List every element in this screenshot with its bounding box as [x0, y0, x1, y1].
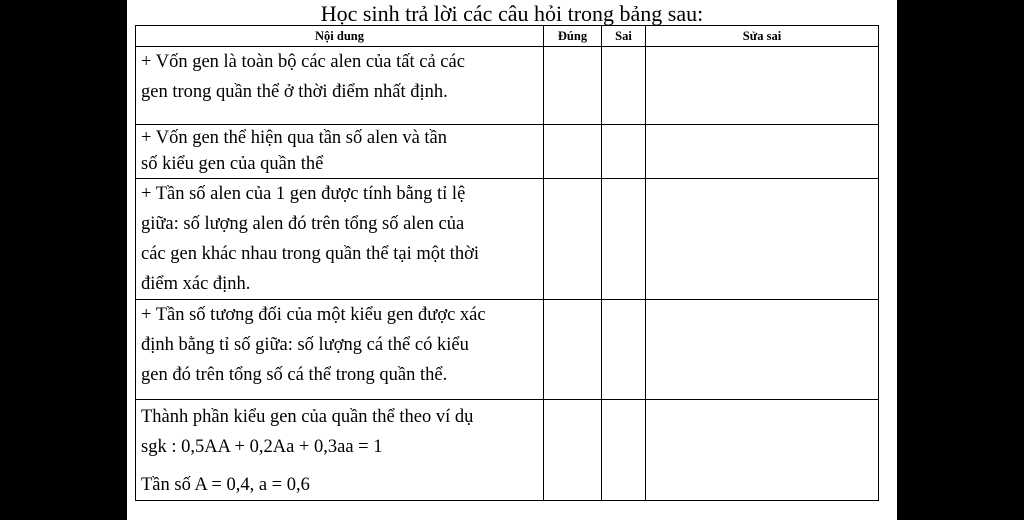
table-row — [136, 179, 879, 300]
content-cell — [136, 47, 544, 125]
question-table — [135, 25, 879, 501]
content-line: điểm xác định. — [141, 274, 251, 294]
header-content: Nội dung — [136, 26, 544, 47]
content-line: + Tần số tương đối của một kiểu gen được xác — [141, 305, 486, 325]
table-row — [136, 300, 879, 400]
content-line: giữa: số lượng alen đó trên tổng số alen của — [141, 214, 465, 234]
content-line: sgk : 0,5AA + 0,2Aa + 0,3aa = 1 — [141, 437, 383, 457]
correction-cell[interactable] — [646, 400, 879, 501]
wrong-answer-cell[interactable] — [602, 179, 646, 300]
content-line: số kiểu gen của quần thể — [141, 154, 324, 174]
content-cell — [136, 179, 544, 300]
correct-answer-cell[interactable] — [544, 125, 602, 179]
content-line: gen đó trên tổng số cá thể trong quần thể. — [141, 365, 448, 385]
header-wrong: Sai — [602, 26, 646, 47]
content-line: + Vốn gen thể hiện qua tần số alen và tần — [141, 128, 448, 148]
content-line: gen trong quần thể ở thời điểm nhất định. — [141, 82, 448, 102]
content-cell — [136, 400, 544, 501]
table-row — [136, 47, 879, 125]
header-fix: Sửa sai — [646, 26, 879, 47]
content-line: + Vốn gen là toàn bộ các alen của tất cả các — [141, 52, 465, 72]
correction-cell[interactable] — [646, 125, 879, 179]
page-title: Học sinh trả lời các câu hỏi trong bảng sau: — [320, 1, 704, 26]
content-cell — [136, 300, 544, 400]
correction-cell[interactable] — [646, 179, 879, 300]
content-line: + Tần số alen của 1 gen được tính bằng tỉ lệ — [141, 184, 466, 204]
wrong-answer-cell[interactable] — [602, 400, 646, 501]
wrong-answer-cell[interactable] — [602, 125, 646, 179]
correction-cell[interactable] — [646, 300, 879, 400]
wrong-answer-cell[interactable] — [602, 47, 646, 125]
table-row — [136, 125, 879, 179]
correct-answer-cell[interactable] — [544, 47, 602, 125]
correction-cell[interactable] — [646, 47, 879, 125]
content-line: các gen khác nhau trong quần thể tại một thời — [141, 244, 480, 264]
correct-answer-cell[interactable] — [544, 179, 602, 300]
table-header-row — [136, 26, 879, 47]
document-page — [127, 0, 897, 520]
correct-answer-cell[interactable] — [544, 300, 602, 400]
content-cell — [136, 125, 544, 179]
content-line: Tần số A = 0,4, a = 0,6 — [141, 475, 310, 495]
correct-answer-cell[interactable] — [544, 400, 602, 501]
content-line: định bằng tỉ số giữa: số lượng cá thể có kiểu — [141, 335, 469, 355]
content-line: Thành phần kiểu gen của quần thể theo ví dụ — [141, 407, 474, 427]
wrong-answer-cell[interactable] — [602, 300, 646, 400]
table-row — [136, 400, 879, 501]
header-correct: Đúng — [544, 26, 602, 47]
